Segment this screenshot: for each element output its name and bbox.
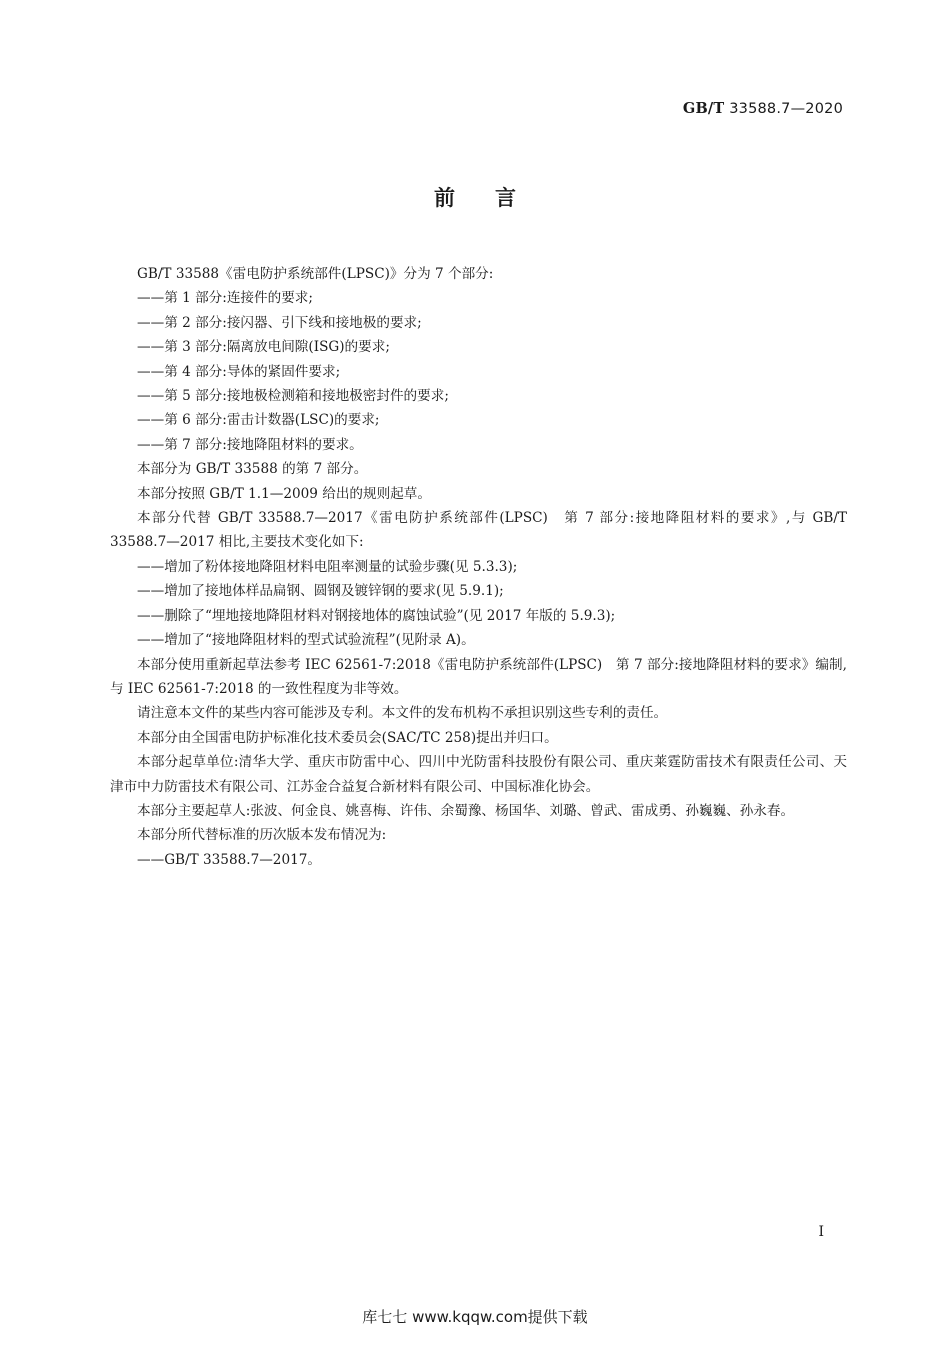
paragraph: GB/T 33588《雷电防护系统部件(LPSC)》分为 7 个部分:	[137, 266, 494, 282]
list-item: ——增加了“接地降阻材料的型式试验流程”(见附录 A)。	[137, 632, 475, 649]
standard-number	[683, 100, 843, 117]
list-item: ——GB/T 33588.7—2017。	[137, 851, 322, 868]
paragraph: 请注意本文件的某些内容可能涉及专利。本文件的发布机构不承担识别这些专利的责任。	[137, 705, 668, 722]
paragraph: 本部分按照 GB/T 1.1—2009 给出的规则起草。	[137, 485, 431, 502]
paragraph: 本部分为 GB/T 33588 的第 7 部分。	[137, 461, 368, 478]
footer-watermark: 库七七 www.kqqw.com提供下载	[362, 1308, 588, 1326]
list-item: ——增加了接地体样品扁钢、圆钢及镀锌钢的要求(见 5.9.1);	[137, 583, 504, 600]
paragraph: 本部分使用重新起草法参考 IEC 62561-7:2018《雷电防护系统部件(LPSC) 第 7 部分:接地降阻材料的要求》编制,与 IEC 62561-7:2018 的一致性程度为非等效。	[110, 656, 847, 697]
paragraph: 本部分代替 GB/T 33588.7—2017《雷电防护系统部件(LPSC) 第 7 部分:接地降阻材料的要求》,与 GB/T 33588.7—2017 相比,主要技术变化如下:	[110, 510, 847, 551]
list-item: ——第 6 部分:雷击计数器(LSC)的要求;	[137, 412, 380, 429]
list-item: ——第 2 部分:接闪器、引下线和接地极的要求;	[137, 314, 422, 331]
standard-year: 33588.7—2020	[729, 101, 843, 117]
paragraph: 本部分起草单位:清华大学、重庆市防雷中心、四川中光防雷科技股份有限公司、重庆莱霆防雷技术有限责任公司、天津市中力防雷技术有限公司、江苏金合益复合新材料有限公司、中国标准化协会。	[110, 754, 847, 795]
list-item: ——增加了粉体接地降阻材料电阻率测量的试验步骤(见 5.3.3);	[137, 558, 518, 575]
paragraph: 本部分主要起草人:张波、何金良、姚喜梅、许伟、余蜀豫、杨国华、刘璐、曾武、雷成勇、孙巍巍、孙永春。	[137, 802, 795, 819]
foreword-body	[110, 262, 847, 872]
page-title: 前言	[434, 186, 556, 210]
paragraph: 本部分所代替标准的历次版本发布情况为:	[137, 827, 387, 844]
list-item: ——第 4 部分:导体的紧固件要求;	[137, 363, 341, 380]
list-item: ——第 3 部分:隔离放电间隙(ISG)的要求;	[137, 339, 390, 356]
list-item: ——第 1 部分:连接件的要求;	[137, 290, 313, 307]
list-item: ——第 7 部分:接地降阻材料的要求。	[137, 436, 363, 453]
paragraph: 本部分由全国雷电防护标准化技术委员会(SAC/TC 258)提出并归口。	[137, 729, 558, 746]
list-item: ——第 5 部分:接地极检测箱和接地极密封件的要求;	[137, 388, 449, 405]
page-number: I	[818, 1224, 824, 1240]
standard-code: GB/T	[682, 100, 725, 117]
list-item: ——删除了“埋地接地降阻材料对钢接地体的腐蚀试验”(见 2017 年版的 5.9.3);	[137, 607, 616, 624]
